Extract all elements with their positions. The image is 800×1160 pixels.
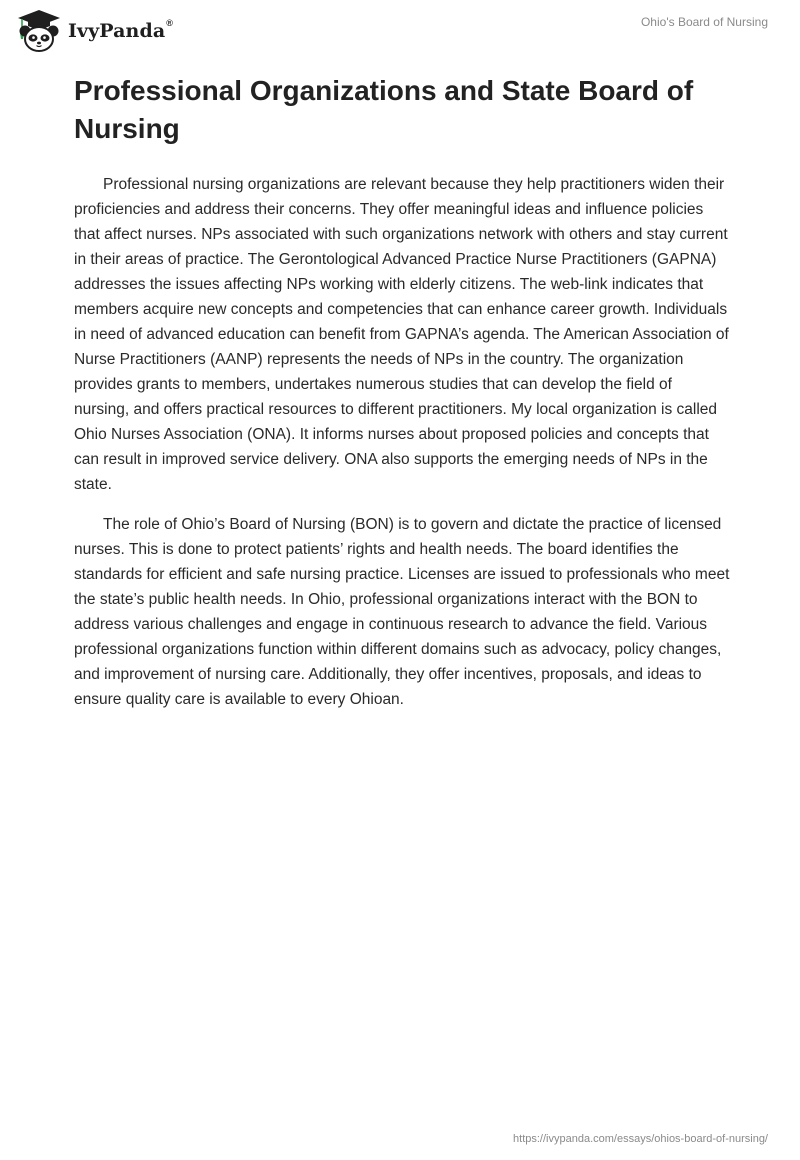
running-header-title: Ohio's Board of Nursing: [640, 15, 768, 29]
panda-graduation-cap-icon: [14, 9, 64, 53]
registered-mark: ®: [166, 18, 174, 28]
brand-name: [68, 20, 173, 42]
ivypanda-logo[interactable]: [14, 9, 173, 53]
paragraph: The role of Ohio’s Board of Nursing (BON) is to govern and dictate the practice of licensed nurses. This is done to protect patients’ rights and health needs. The board identifies the standards for efficient and safe nursing practice. Licenses are issued to professionals who meet the state’s public health needs. In Ohio, professional organizations interact with the BON to address various challenges and engage in continuous research to advance the field. Various professional organizations function within different domains such as advocacy, policy changes, and improvement of nursing care. Additionally, they offer incentives, proposals, and ideas to ensure quality care is available to every Ohioan.: [74, 516, 730, 708]
brand-wordmark: IvyPanda: [68, 20, 166, 42]
paragraph: Professional nursing organizations are relevant because they help practitioners widen their proficiencies and address their concerns. They offer meaningful ideas and influence policies that affect nurses. NPs associated with such organizations network with others and stay current in their areas of practice. The Gerontological Advanced Practice Nurse Practitioners (GAPNA) addresses the issues affecting NPs working with elderly citizens. The web-link indicates that members acquire new concepts and competencies that can enhance career growth. Individuals in need of advanced education can benefit from GAPNA’s agenda. The American Association of Nurse Practitioners (AANP) represents the needs of NPs in the country. The organization provides grants to members, undertakes numerous studies that can develop the field of nursing, and offers practical resources to different practitioners. My local organization is called Ohio Nurses Association (ONA). It informs nurses about proposed policies and concepts that can result in improved service delivery. ONA also supports the emerging needs of NPs in the state.: [74, 176, 729, 493]
article-body: [74, 172, 730, 727]
source-url[interactable]: https://ivypanda.com/essays/ohios-board-of-nursing/: [513, 1133, 768, 1145]
page-header: [0, 0, 800, 56]
article-title: Professional Organizations and State Board of Nursing: [74, 75, 694, 144]
